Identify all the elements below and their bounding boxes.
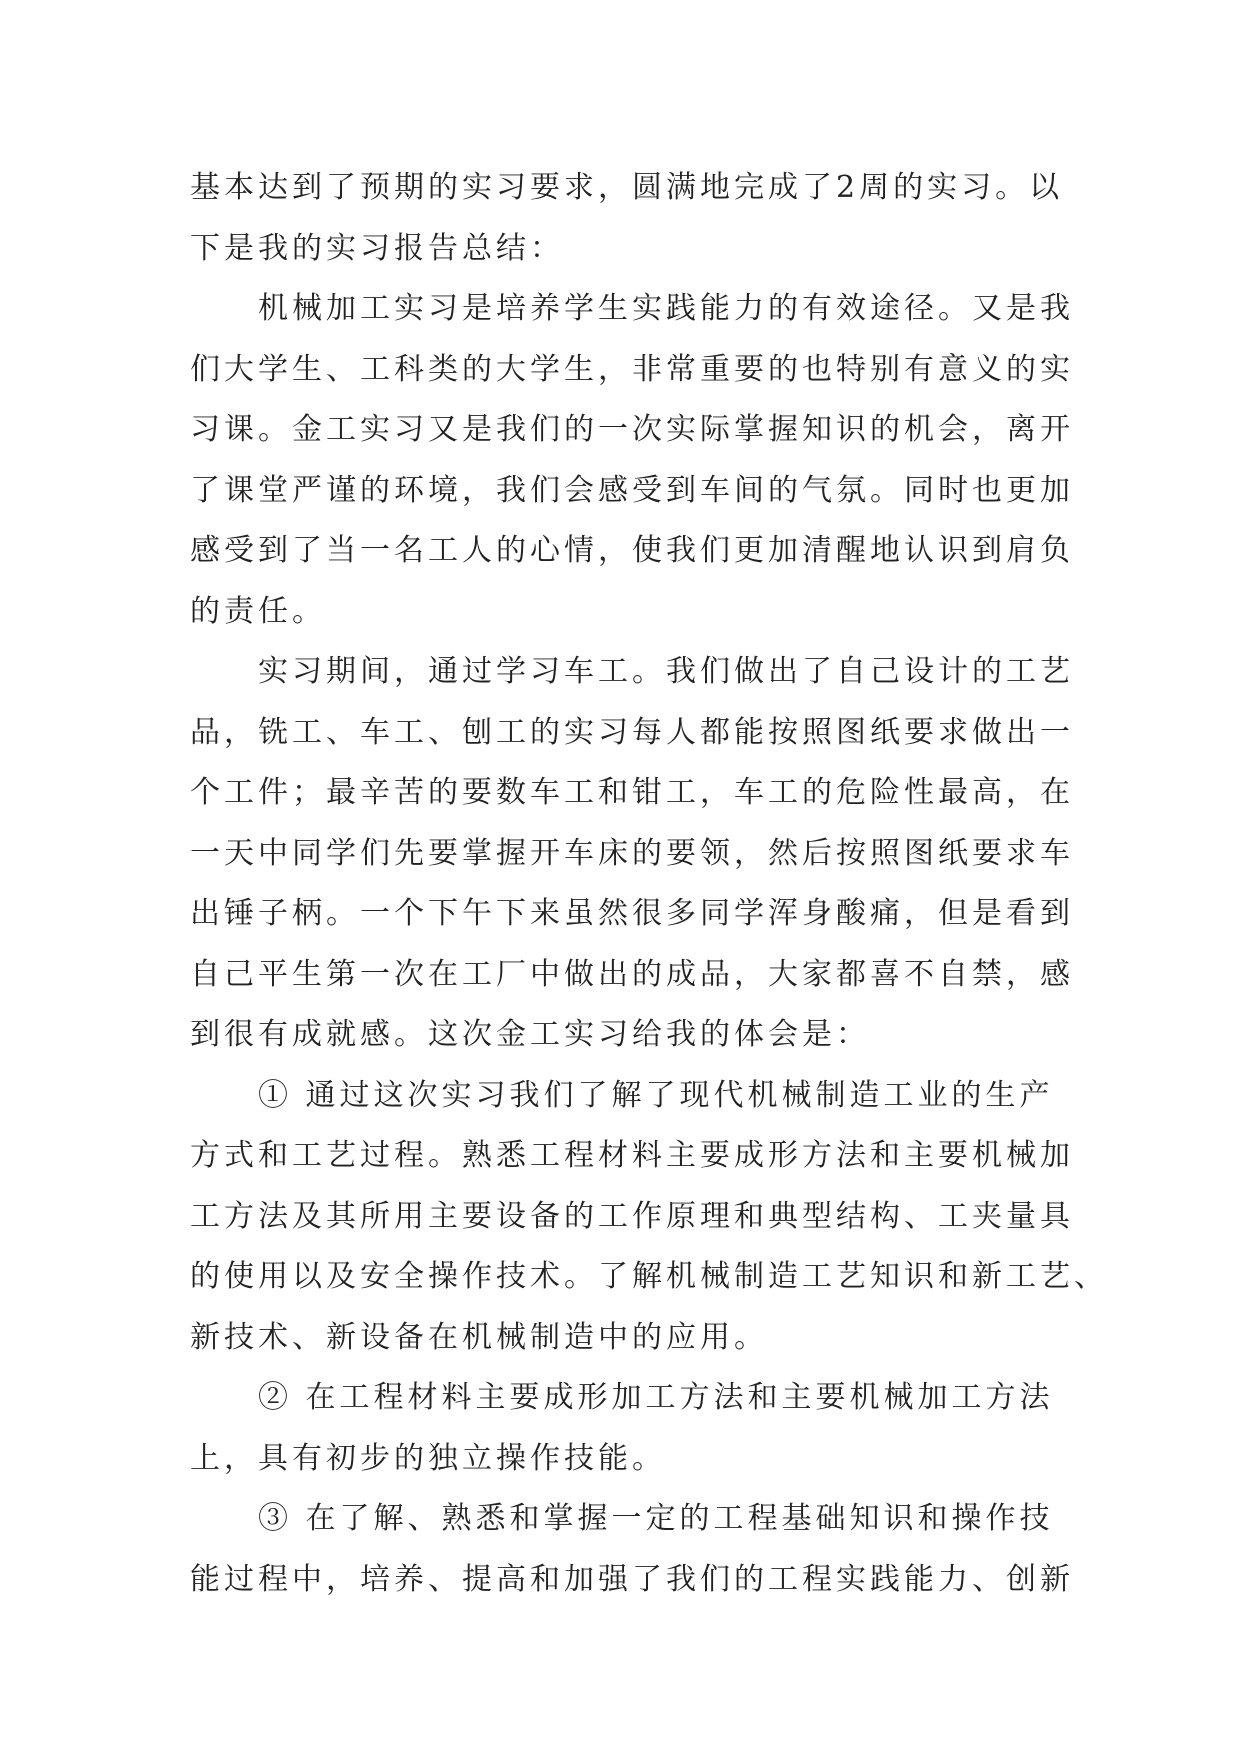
text-line: 感受到了当一名工人的心情，使我们更加清醒地认识到肩负 bbox=[190, 533, 1074, 568]
text-line: 能过程中，培养、提高和加强了我们的工程实践能力、创新 bbox=[190, 1561, 1074, 1597]
list-item-1-first-line: ① 通过这次实习我们了解了现代机械制造工业的生产 bbox=[258, 1077, 1054, 1113]
text-line: 出锤子柄。一个下午下来虽然很多同学浑身酸痛，但是看到 bbox=[190, 896, 1074, 931]
text-line: 一天中同学们先要掌握开车床的要领，然后按照图纸要求车 bbox=[190, 835, 1074, 871]
text-line: 品，铣工、车工、刨工的实习每人都能按照图纸要求做出一 bbox=[190, 714, 1074, 750]
paragraph-first-line: 实习期间，通过学习车工。我们做出了自己设计的工艺 bbox=[258, 654, 1074, 689]
text-line: 上，具有初步的独立操作技能。 bbox=[190, 1440, 666, 1476]
text-line: 基本达到了预期的实习要求，圆满地完成了2周的实习。以 bbox=[190, 170, 1064, 205]
text-line: 方式和工艺过程。熟悉工程材料主要成形方法和主要机械加 bbox=[190, 1138, 1074, 1173]
text-line: 习课。金工实习又是我们的一次实际掌握知识的机会，离开 bbox=[190, 412, 1074, 447]
text-line: 下是我的实习报告总结： bbox=[190, 230, 564, 266]
text-line: 了课堂严谨的环境，我们会感受到车间的气氛。同时也更加 bbox=[190, 472, 1074, 508]
text-line: 的责任。 bbox=[190, 593, 326, 629]
text-line: 自己平生第一次在工厂中做出的成品，大家都喜不自禁，感 bbox=[190, 956, 1074, 992]
text-line: 个工件；最辛苦的要数车工和钳工，车工的危险性最高，在 bbox=[190, 775, 1074, 810]
text-line: 到很有成就感。这次金工实习给我的体会是： bbox=[190, 1017, 870, 1052]
text-line: 工方法及其所用主要设备的工作原理和典型结构、工夹量具 bbox=[190, 1198, 1074, 1234]
document-body bbox=[190, 158, 1108, 1610]
paragraph-first-line: 机械加工实习是培养学生实践能力的有效途径。又是我 bbox=[258, 291, 1074, 326]
text-line: 的使用以及安全操作技术。了解机械制造工艺知识和新工艺、 bbox=[190, 1259, 1108, 1294]
text-line: 新技术、新设备在机械制造中的应用。 bbox=[190, 1319, 768, 1355]
text-line: 们大学生、工科类的大学生，非常重要的也特别有意义的实 bbox=[190, 351, 1074, 387]
list-item-3-first-line: ③ 在了解、熟悉和掌握一定的工程基础知识和操作技 bbox=[258, 1501, 1054, 1536]
list-item-2-first-line: ② 在工程材料主要成形加工方法和主要机械加工方法 bbox=[258, 1380, 1054, 1415]
